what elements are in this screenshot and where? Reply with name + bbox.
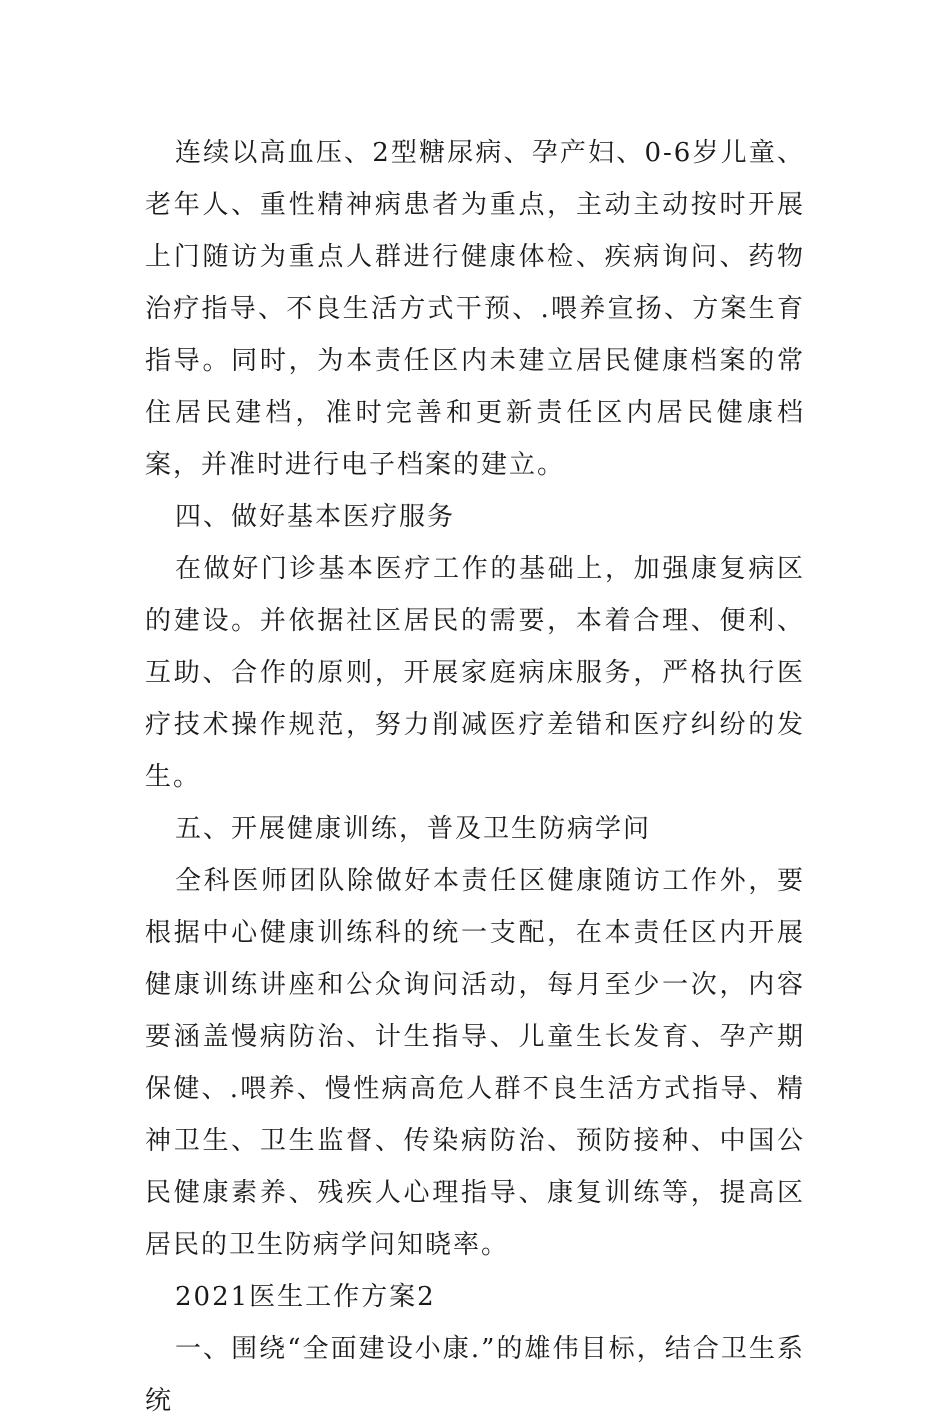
paragraph-plan-2-intro: 一、围绕“全面建设小康.”的雄伟目标，结合卫生系统 [145,1334,805,1416]
paragraph-health-training: 全科医师团队除做好本责任区健康随访工作外，要根据中心健康训练科的统一支配，在本责任区内开展健康训练讲座和公众询问活动，每月至少一次，内容要涵盖慢病防治、计生指导、儿童生长发育、孕产期保健、.喂养、慢性病高危人群不良生活方式指导、精神卫生、卫生监督、传染病防治、预防接种、中国公民健康素养、残疾人心理指导、康复训练等，提高区居民的卫生防病学问知晓率。 [145,866,805,1260]
section-heading-basic-medical: 四、做好基本医疗服务 [175,502,456,532]
paragraph-followup: 连续以高血压、2型糖尿病、孕产妇、0-6岁儿童、老年人、重性精神病患者为重点，主动主动按时开展上门随访为重点人群进行健康体检、疾病询问、药物治疗指导、不良生活方式干预、.喂养宣扬、方案生育指导。同时，为本责任区内未建立居民健康档案的常住居民建档，准时完善和更新责任区内居民健康档案，并准时进行电子档案的建立。 [145,138,805,480]
document-body [145,127,805,1427]
paragraph-basic-medical: 在做好门诊基本医疗工作的基础上，加强康复病区的建设。并依据社区居民的需要，本着合理、便利、互助、合作的原则，开展家庭病床服务，严格执行医疗技术操作规范，努力削减医疗差错和医疗纠纷的发生。 [145,554,805,792]
section-heading-work-plan-2: 2021医生工作方案2 [175,1282,436,1312]
section-heading-health-training: 五、开展健康训练，普及卫生防病学问 [175,814,652,844]
